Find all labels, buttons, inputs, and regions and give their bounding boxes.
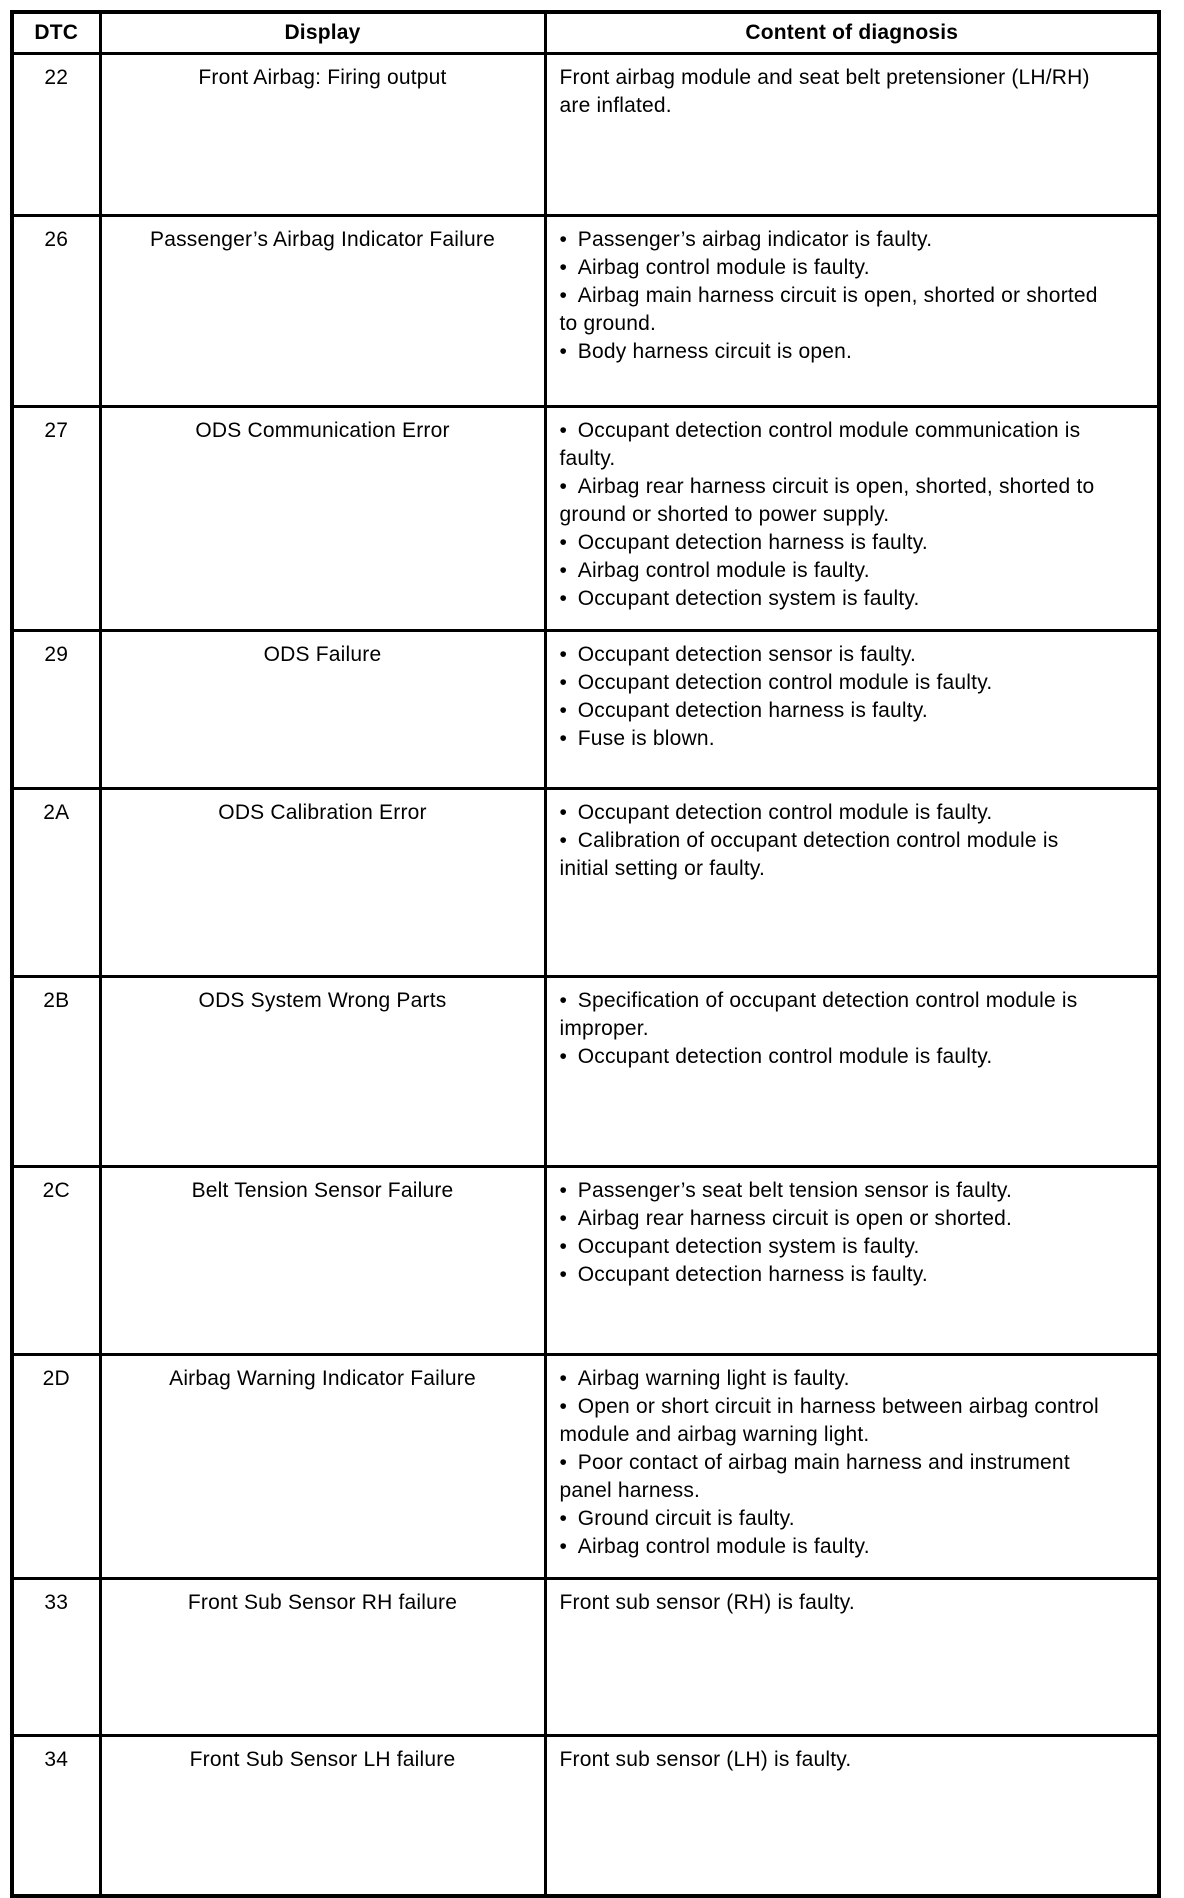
diagnosis-line: Front airbag module and seat belt pretensioner (LH/RH) are inflated.	[559, 66, 1090, 117]
display-cell: Belt Tension Sensor Failure	[100, 1167, 545, 1355]
table-row	[12, 1579, 1159, 1736]
display-cell: Front Sub Sensor RH failure	[100, 1579, 545, 1736]
diagnosis-line: • Occupant detection harness is faulty.	[559, 531, 928, 554]
dtc-cell: 2A	[12, 789, 100, 977]
display-cell: Passenger’s Airbag Indicator Failure	[100, 216, 545, 407]
diagnosis-line: • Passenger’s airbag indicator is faulty.	[559, 228, 933, 251]
diagnosis-line: • Poor contact of airbag main harness and instrument panel harness.	[559, 1451, 1070, 1502]
diagnosis-line: • Occupant detection sensor is faulty.	[559, 643, 917, 666]
content-cell	[545, 1579, 1159, 1736]
table-row	[12, 631, 1159, 789]
diagnosis-line: • Fuse is blown.	[559, 727, 715, 750]
table-row	[12, 789, 1159, 977]
diagnosis-line: • Occupant detection control module is faulty.	[559, 1045, 993, 1068]
content-cell	[545, 54, 1159, 216]
dtc-cell: 2C	[12, 1167, 100, 1355]
content-cell	[545, 1355, 1159, 1579]
dtc-cell: 22	[12, 54, 100, 216]
table-row	[12, 407, 1159, 631]
dtc-table	[10, 10, 1161, 1898]
table-row	[12, 977, 1159, 1167]
content-cell	[545, 789, 1159, 977]
dtc-cell: 2D	[12, 1355, 100, 1579]
dtc-cell: 33	[12, 1579, 100, 1736]
table-row	[12, 216, 1159, 407]
content-cell	[545, 407, 1159, 631]
diagnosis-line: • Specification of occupant detection control module is improper.	[559, 989, 1078, 1040]
header-content-of-diagnosis: Content of diagnosis	[545, 12, 1159, 54]
display-cell: ODS Calibration Error	[100, 789, 545, 977]
dtc-cell: 26	[12, 216, 100, 407]
diagnosis-line: • Airbag warning light is faulty.	[559, 1367, 850, 1390]
header-dtc: DTC	[12, 12, 100, 54]
diagnosis-line: • Airbag control module is faulty.	[559, 559, 870, 582]
diagnosis-line: • Airbag control module is faulty.	[559, 1535, 870, 1558]
display-cell: ODS Failure	[100, 631, 545, 789]
content-cell	[545, 631, 1159, 789]
diagnosis-line: • Occupant detection control module is faulty.	[559, 671, 993, 694]
diagnosis-line: • Airbag rear harness circuit is open, shorted, shorted to ground or shorted to power supply.	[559, 475, 1095, 526]
table-header-row	[12, 12, 1159, 54]
diagnosis-line: • Passenger’s seat belt tension sensor is faulty.	[559, 1179, 1013, 1202]
diagnosis-line: • Calibration of occupant detection control module is initial setting or faulty.	[559, 829, 1059, 880]
dtc-cell: 27	[12, 407, 100, 631]
diagnosis-line: • Occupant detection control module communication is faulty.	[559, 419, 1081, 470]
display-cell: ODS Communication Error	[100, 407, 545, 631]
table-row	[12, 1355, 1159, 1579]
display-cell: Front Airbag: Firing output	[100, 54, 545, 216]
diagnosis-line: • Occupant detection system is faulty.	[559, 1235, 920, 1258]
table-row	[12, 1167, 1159, 1355]
display-cell: ODS System Wrong Parts	[100, 977, 545, 1167]
content-cell	[545, 216, 1159, 407]
table-row	[12, 54, 1159, 216]
diagnosis-line: • Ground circuit is faulty.	[559, 1507, 795, 1530]
display-cell: Airbag Warning Indicator Failure	[100, 1355, 545, 1579]
table-row	[12, 1736, 1159, 1896]
content-cell	[545, 1736, 1159, 1896]
content-cell	[545, 1167, 1159, 1355]
diagnosis-line: • Occupant detection harness is faulty.	[559, 1263, 928, 1286]
diagnosis-line: • Airbag rear harness circuit is open or shorted.	[559, 1207, 1013, 1230]
dtc-cell: 34	[12, 1736, 100, 1896]
content-cell	[545, 977, 1159, 1167]
dtc-cell: 29	[12, 631, 100, 789]
diagnosis-line: • Occupant detection control module is faulty.	[559, 801, 993, 824]
diagnosis-line: Front sub sensor (LH) is faulty.	[559, 1748, 852, 1771]
diagnosis-line: • Body harness circuit is open.	[559, 340, 853, 363]
dtc-cell: 2B	[12, 977, 100, 1167]
diagnosis-line: • Occupant detection system is faulty.	[559, 587, 920, 610]
diagnosis-line: • Open or short circuit in harness between airbag control module and airbag warning light.	[559, 1395, 1099, 1446]
diagnosis-line: • Airbag main harness circuit is open, shorted or shorted to ground.	[559, 284, 1098, 335]
diagnosis-line: • Occupant detection harness is faulty.	[559, 699, 928, 722]
dtc-table-body	[12, 54, 1159, 1896]
diagnosis-line: Front sub sensor (RH) is faulty.	[559, 1591, 855, 1614]
header-display: Display	[100, 12, 545, 54]
display-cell: Front Sub Sensor LH failure	[100, 1736, 545, 1896]
diagnosis-line: • Airbag control module is faulty.	[559, 256, 870, 279]
